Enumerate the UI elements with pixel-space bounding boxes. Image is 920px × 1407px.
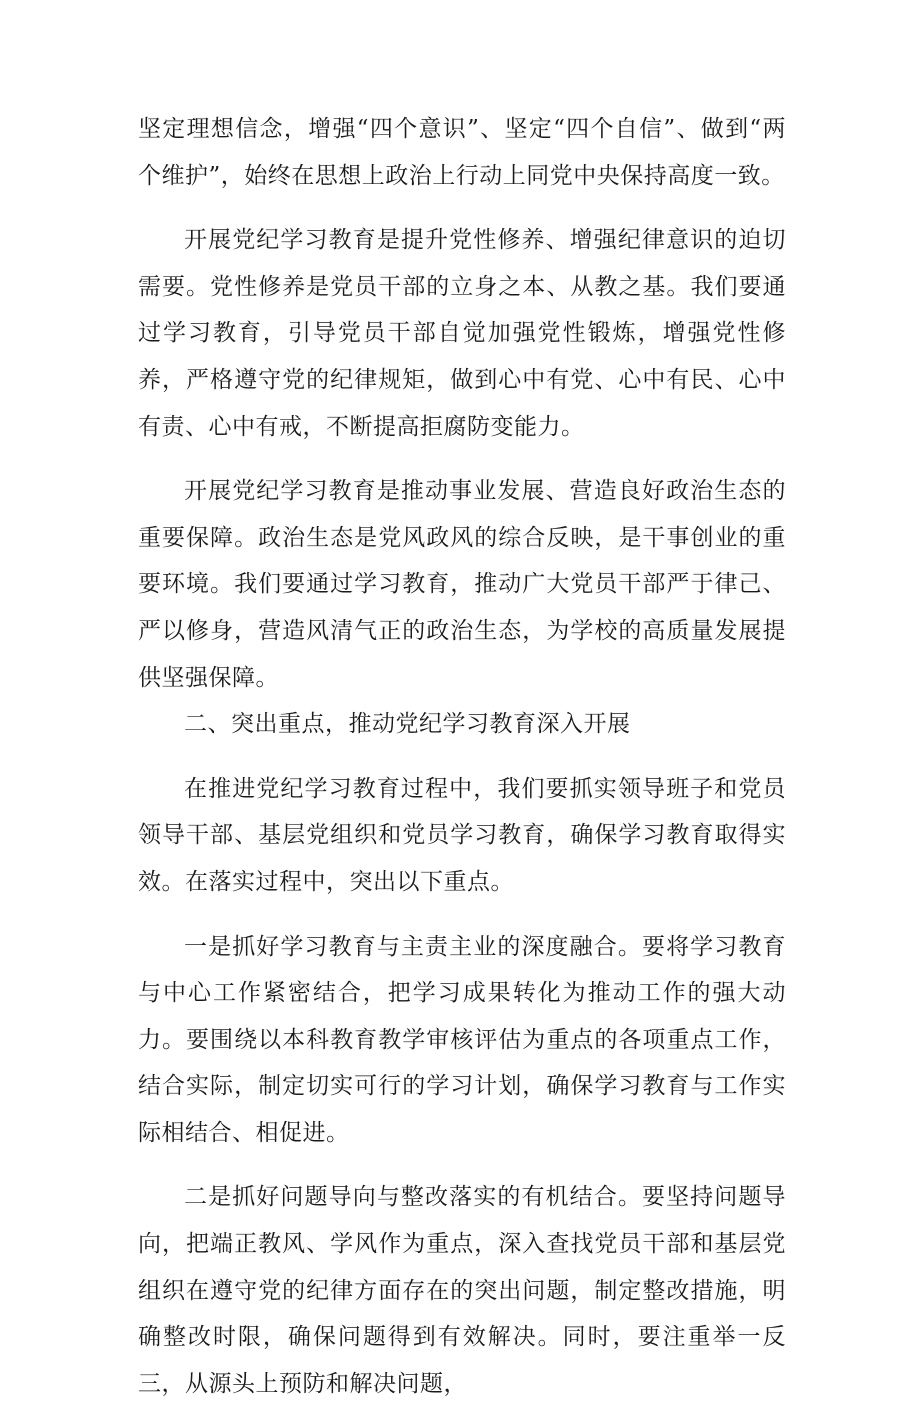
document-body — [138, 106, 786, 1407]
section-heading-2: 二、突出重点，推动党纪学习教育深入开展 — [184, 711, 631, 738]
paragraph-political-ecology: 开展党纪学习教育是推动事业发展、营造良好政治生态的重要保障。政治生态是党风政风的综合反映，是干事创业的重要环境。我们要通过学习教育，推动广大党员干部严于律己、严以修身，营造风清气正的政治生态，为学校的高质量发展提供坚强保障。 — [138, 478, 786, 691]
paragraph-point-two: 二是抓好问题导向与整改落实的有机结合。要坚持问题导向，把端正教风、学风作为重点，深入查找党员干部和基层党组织在遵守党的纪律方面存在的突出问题，制定整改措施，明确整改时限，确保问题得到有效解决。同时，要注重举一反三，从源头上预防和解决问题， — [138, 1184, 786, 1397]
paragraph-key-points-intro: 在推进党纪学习教育过程中，我们要抓实领导班子和党员领导干部、基层党组织和党员学习教育，确保学习教育取得实效。在落实过程中，突出以下重点。 — [138, 775, 786, 895]
paragraph-continuation: 坚定理想信念，增强“四个意识”、坚定“四个自信”、做到“两个维护”，始终在思想上政治上行动上同党中央保持高度一致。 — [138, 116, 786, 189]
paragraph-party-cultivation: 开展党纪学习教育是提升党性修养、增强纪律意识的迫切需要。党性修养是党员干部的立身之本、从教之基。我们要通过学习教育，引导党员干部自觉加强党性锻炼，增强党性修养，严格遵守党的纪律规矩，做到心中有党、心中有民、心中有责、心中有戒，不断提高拒腐防变能力。 — [138, 227, 786, 440]
paragraph-point-one: 一是抓好学习教育与主责主业的深度融合。要将学习教育与中心工作紧密结合，把学习成果转化为推动工作的强大动力。要围绕以本科教育教学审核评估为重点的各项重点工作，结合实际，制定切实可行的学习计划，确保学习教育与工作实际相结合、相促进。 — [138, 933, 786, 1146]
